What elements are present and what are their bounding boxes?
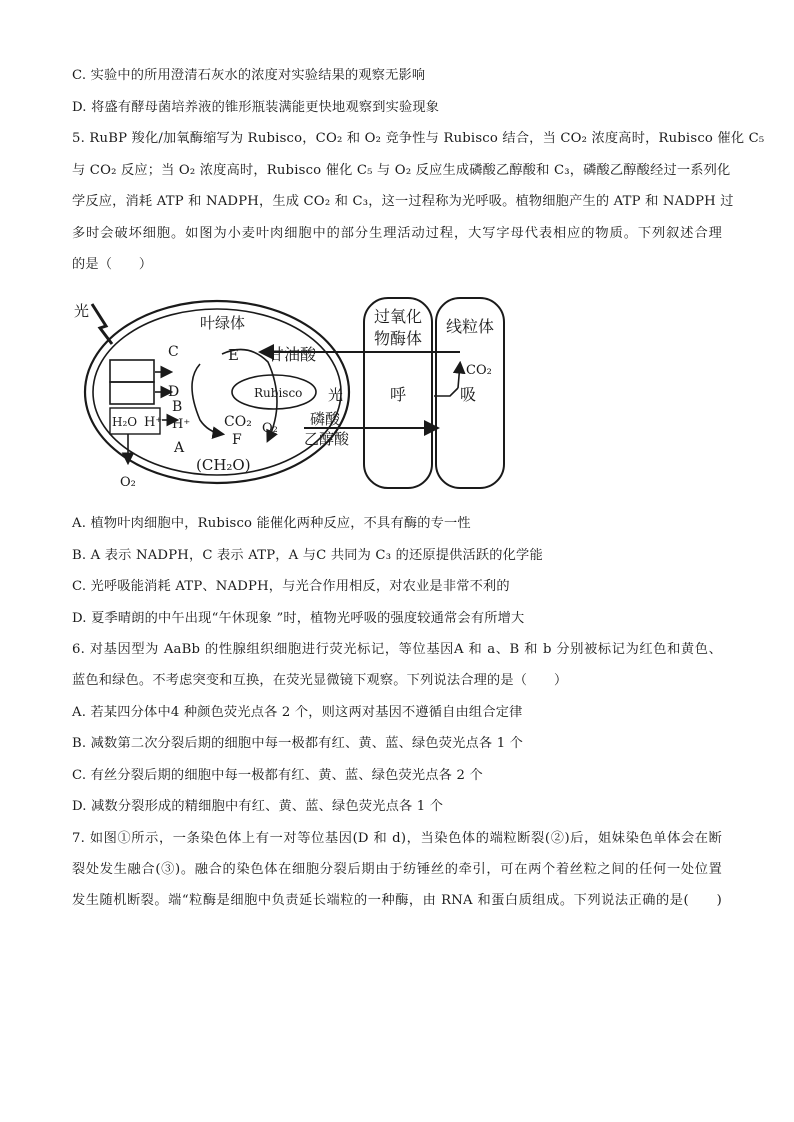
q5-stem-line-2: 与 CO₂ 反应；当 O₂ 浓度高时，Rubisco 催化 C₅ 与 O₂ 反应生成磷酸乙醇酸和 C₃，磷酸乙醇酸经过一系列化 (72, 163, 731, 178)
q6-option-c: C. 有丝分裂后期的细胞中每一极都有红、黄、蓝、绿色荧光点各 2 个 (72, 768, 483, 783)
label-resp-2: 吸 (460, 385, 477, 404)
q6-option-b: B. 减数第二次分裂后期的细胞中每一极都有红、黄、蓝、绿色荧光点各 1 个 (72, 736, 524, 751)
q7-stem-line-3: 发生随机断裂。端“粒酶是细胞中负责延长端粒的一种酶，由 RNA 和蛋白质组成。下列说法正确的是( ) (72, 893, 722, 908)
chloroplast-inner (93, 309, 344, 475)
label-rubisco: Rubisco (254, 386, 303, 400)
label-f: F (232, 432, 242, 448)
q4-option-d: D. 将盛有酵母菌培养液的锥形瓶装满能更快地观察到实验现象 (72, 100, 440, 115)
q5-option-d: D. 夏季晴朗的中午出现“午休现象 ”时，植物光呼吸的强度较通常会有所增大 (72, 611, 525, 626)
q6-option-d: D. 减数分裂形成的精细胞中有红、黄、蓝、绿色荧光点各 1 个 (72, 799, 444, 814)
label-a: A (174, 440, 185, 456)
light-bolt (92, 304, 112, 344)
q4-option-c: C. 实验中的所用澄清石灰水的浓度对实验结果的观察无影响 (72, 68, 426, 83)
q5-stem-line-3: 学反应，消耗 ATP 和 NADPH，生成 CO₂ 和 C₃，这一过程称为光呼吸。植物细胞产生的 ATP 和 NADPH 过 (72, 194, 734, 209)
label-mitochondrion: 线粒体 (446, 317, 495, 336)
label-photo: 光 (328, 386, 344, 404)
thylakoid-top (110, 360, 154, 382)
label-o2-thylakoid: O₂ (120, 475, 136, 490)
label-d: D (168, 384, 180, 400)
label-pga-1: 磷酸 (310, 410, 341, 428)
thylakoid-bottom (110, 382, 154, 404)
label-co2-mito: CO₂ (466, 363, 492, 378)
q5-option-b: B. A 表示 NADPH，C 表示 ATP，A 与C 共同为 C₃ 的还原提供活跃的化学能 (72, 548, 543, 563)
q6-stem-line-2: 蓝色和绿色。不考虑突变和互换，在荧光显微镜下观察。下列说法合理的是（ ） (72, 673, 568, 688)
label-h-plus-a: H⁺ (144, 415, 163, 430)
label-pga-2: 乙醇酸 (304, 430, 350, 448)
label-light: 光 (74, 302, 90, 320)
label-o2-chloro: O₂ (262, 421, 278, 436)
label-peroxisome-1: 过氧化 (374, 307, 423, 326)
q5-option-a: A. 植物叶肉细胞中，Rubisco 能催化两种反应，不具有酶的专一性 (72, 516, 471, 531)
label-c: C (168, 344, 179, 360)
arrow-resp (434, 388, 458, 396)
q6-option-a: A. 若某四分体中4 种颜色荧光点各 2 个，则这两对基因不遵循自由组合定律 (72, 705, 523, 720)
q5-stem-line-1: 5. RuBP 羧化/加氧酶缩写为 Rubisco，CO₂ 和 O₂ 竞争性与 Rubisco 结合，当 CO₂ 浓度高时，Rubisco 催化 C₅ (72, 131, 765, 146)
label-glycerate: 甘油酸 (268, 345, 317, 364)
label-ch2o: (CH₂O) (196, 456, 251, 474)
q5-stem-line-5: 的是（ ） (72, 257, 153, 272)
q7-stem-line-2: 裂处发生融合(③)。融合的染色体在细胞分裂后期由于纺锤丝的牵引，可在两个着丝粒之间的任何一处位置 (72, 862, 722, 877)
q5-stem-line-4: 多时会破坏细胞。如图为小麦叶肉细胞中的部分生理活动过程，大写字母代表相应的物质。下列叙述合理 (72, 226, 722, 241)
q5-option-c: C. 光呼吸能消耗 ATP、NADPH，与光合作用相反，对农业是非常不利的 (72, 579, 510, 594)
q7-stem-line-1: 7. 如图①所示，一条染色体上有一对等位基因(D 和 d)，当染色体的端粒断裂(②)后，姐妹染色单体会在断 (72, 831, 722, 846)
label-peroxisome-2: 物酶体 (374, 329, 423, 348)
calvin-arc-left (192, 364, 222, 434)
q5-figure (72, 292, 512, 497)
label-h-plus-b: H⁺ (172, 417, 191, 432)
label-b: B (172, 399, 183, 415)
label-e: E (228, 346, 239, 364)
label-chloroplast: 叶绿体 (200, 314, 246, 332)
q6-stem-line-1: 6. 对基因型为 AaBb 的性腺组织细胞进行荧光标记，等位基因A 和 a、B 和 b 分别被标记为红色和黄色、 (72, 642, 722, 657)
label-h2o: H₂O (112, 415, 138, 429)
label-co2-chloro: CO₂ (224, 414, 252, 430)
label-resp-1: 呼 (390, 385, 407, 404)
